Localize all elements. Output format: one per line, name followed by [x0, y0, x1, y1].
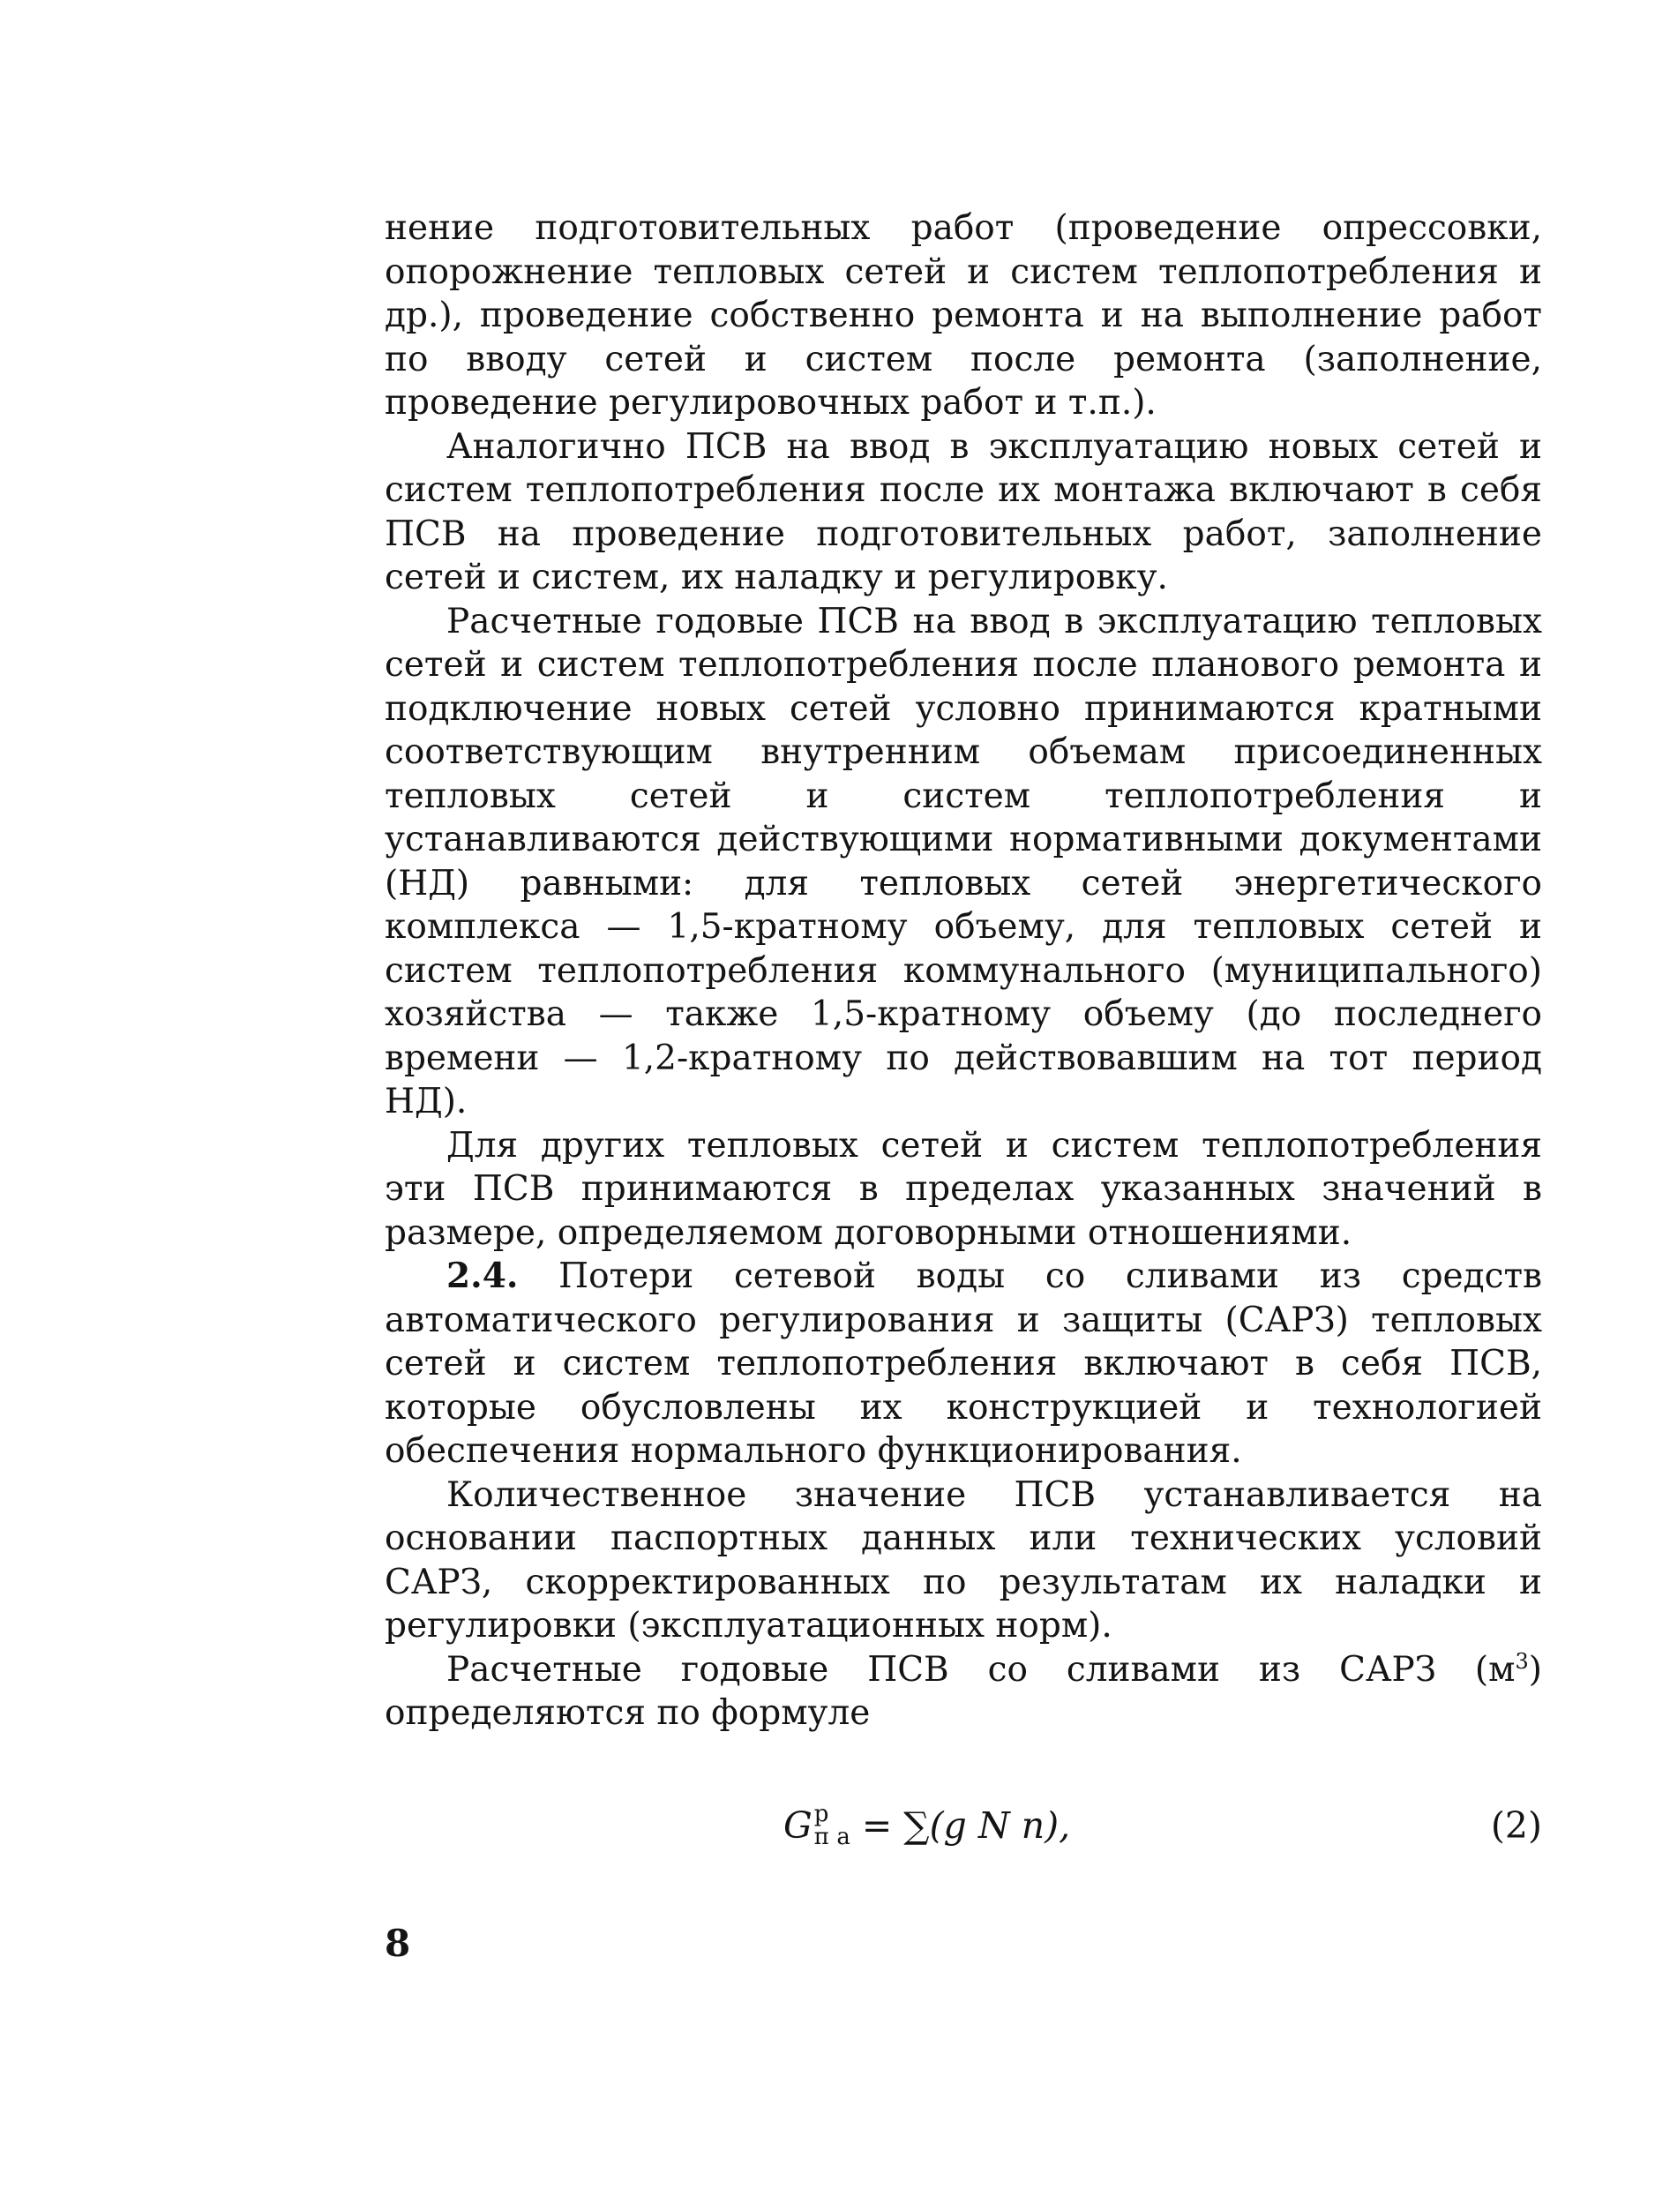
formula-superscript: р: [813, 1800, 829, 1827]
paragraph: нение подготовительных работ (проведение опрессовки, опорожнение тепловых сетей и систем теплопотребления и др.), проведение собственно ремонта и на выполнение работ по вводу сетей и систем после ремонта (заполнение, проведение регулировочных работ и т.п.).: [385, 208, 1542, 423]
formula: [783, 1800, 1071, 1852]
paragraph: Аналогично ПСВ на ввод в эксплуатацию новых сетей и систем теплопотребления после их монтажа включают в себя ПСВ на проведение подготовительных работ, заполнение сетей и систем, их наладку и регулировку.: [385, 426, 1542, 597]
section-number: 2.4.: [446, 1256, 519, 1296]
intro-text-end: ) определяются по формуле: [385, 1649, 1542, 1733]
body-text: [385, 206, 1542, 1736]
paragraph: Количественное значение ПСВ устанавливается на основании паспортных данных или технических условий САРЗ, скорректированных по результатам их наладки и регулировки (эксплуатационных норм).: [385, 1474, 1542, 1646]
paragraph: Расчетные годовые ПСВ на ввод в эксплуатацию тепловых сетей и систем теплопотребления после планового ремонта и подключение новых сетей условно принимаются кратными соответствующим внутренним объемам присоединенных тепловых сетей и систем теплопотребления и устанавливаются действующими нормативными документами (НД) равными: для тепловых сетей энергетического комплекса — 1,5-кратному объему, для тепловых сетей и систем теплопотребления коммунального (муниципального) хозяйства — также 1,5-кратному объему (до последнего времени — 1,2-кратному по действовавшим на тот период НД).: [385, 601, 1542, 1121]
page-number: 8: [385, 1922, 411, 1965]
formula-rhs: = ∑(g N n),: [850, 1804, 1071, 1847]
section-text: Потери сетевой воды со сливами из средств автоматического регулирования и защиты (САРЗ) тепловых сетей и систем теплопотребления включают в себя ПСВ, которые обусловлены их конструкцией и технологией обеспечения нормального функционирования.: [385, 1256, 1543, 1471]
section-paragraph: [385, 1255, 1542, 1473]
paragraph-formula-intro: [385, 1648, 1542, 1736]
paragraph: Для других тепловых сетей и систем теплопотребления эти ПСВ принимаются в пределах указанных значений в размере, определяемом договорными отношениями.: [385, 1125, 1542, 1253]
formula-indices: [813, 1800, 850, 1850]
formula-row: [385, 1800, 1542, 1866]
formula-number: (2): [1490, 1804, 1542, 1847]
intro-text: Расчетные годовые ПСВ со сливами из САРЗ (м: [446, 1649, 1516, 1690]
formula-subscript: п а: [813, 1823, 850, 1850]
unit-superscript: 3: [1515, 1648, 1529, 1674]
formula-variable: G: [783, 1804, 813, 1847]
